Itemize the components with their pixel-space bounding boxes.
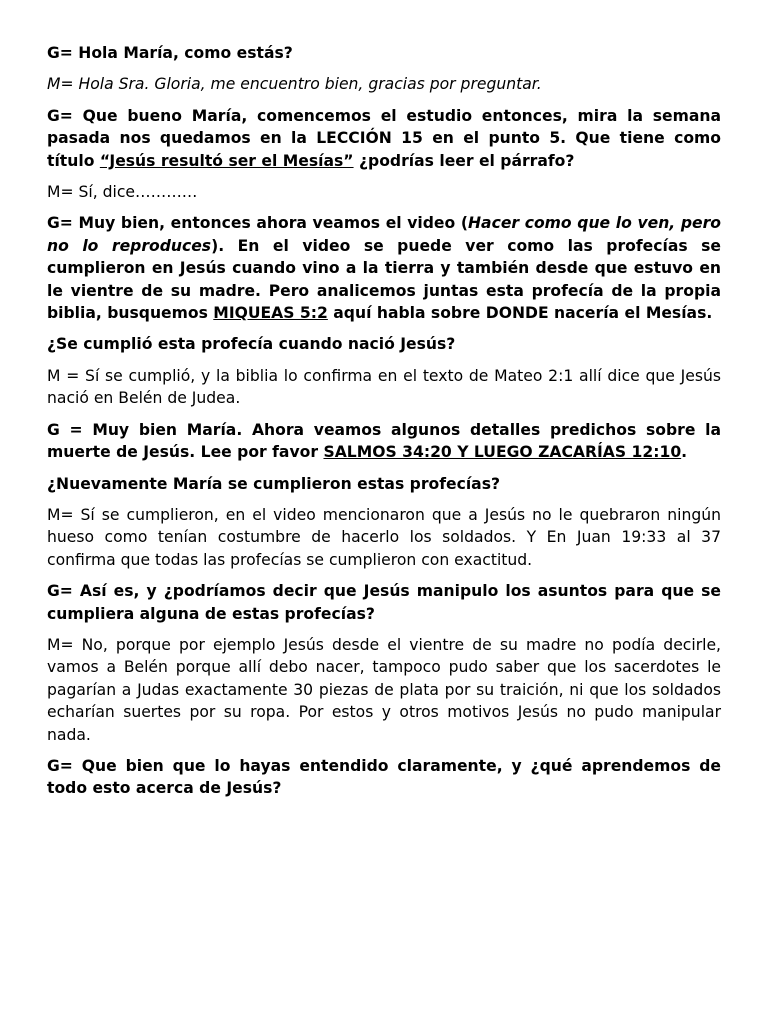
lesson-intro-paragraph [47, 105, 721, 172]
reply-maria-mateo: M = Sí se cumplió, y la biblia lo confirma en el texto de Mateo 2:1 allí dice que Jesús nació en Belén de Judea. [47, 366, 721, 408]
greeting-gloria: G= Hola María, como estás? [47, 44, 293, 62]
lesson-intro-text: G= Que bueno María, comencemos el estudio entonces, mira la semana pasada nos quedamos en la LECCIÓN 15 en el punto 5. Que tiene como título [47, 106, 721, 170]
reply-maria-manipulation: M= No, porque por ejemplo Jesús desde el vientre de su madre no podía decirle, vamos a Belén porque allí debo nacer, tampoco pudo saber que los sacerdotes le pagarían a Judas exactamente 30 piezas de plata por su traición, ni que los soldados echarían suertes por su ropa. Por estos y otros motivos Jesús no pudo manipular nada. [47, 635, 721, 744]
video-paragraph [47, 212, 721, 324]
death-details-text: G = Muy bien María. Ahora veamos algunos detalles predichos sobre la muerte de Jesús. Lee por favor [47, 420, 721, 462]
death-details-end: . [681, 443, 688, 462]
video-text-middle: ). En el video se puede ver como las profecías se cumplieron en Jesús cuando vino a la tierra y también desde que estuvo en le vientre de su madre. Pero analicemos juntas esta profecía de la propia biblia, busquemos [47, 236, 721, 323]
salmos-zacarias-reference: SALMOS 34:20 Y LUEGO ZACARÍAS 12:10 [323, 443, 682, 462]
document-page [47, 42, 721, 809]
reply-maria-juan: M= Sí se cumplieron, en el video mencionaron que a Jesús no le quebraron ningún hueso como tenían costumbre de hacerlo los soldados. Y En Juan 19:33 al 37 confirma que todas las profecías se cumplieron con exactitud. [47, 505, 721, 569]
reply-maria-reading: M= Sí, dice………… [47, 183, 198, 202]
question-prophecies-again: ¿Nuevamente María se cumplieron estas profecías? [47, 474, 501, 493]
question-prophecy-fulfilled: ¿Se cumplió esta profecía cuando nació Jesús? [47, 335, 456, 354]
miqueas-reference: MIQUEAS 5:2 [213, 304, 328, 323]
video-text-end: aquí habla sobre DONDE nacería el Mesías. [327, 304, 713, 323]
video-instruction: Hacer como que lo ven, pero no lo reproduces [47, 214, 722, 255]
closing-question: G= Que bien que lo hayas entendido claramente, y ¿qué aprendemos de todo esto acerca de Jesús? [47, 756, 721, 798]
question-manipulation: G= Así es, y ¿podríamos decir que Jesús manipulo los asuntos para que se cumpliera alguna de estas profecías? [47, 582, 721, 623]
lesson-title-link: “Jesús resultó ser el Mesías” [99, 151, 354, 170]
video-text-start: G= Muy bien, entonces ahora veamos el video ( [47, 214, 468, 233]
death-details-paragraph [47, 419, 721, 464]
reply-maria-greeting: M= Hola Sra. Gloria, me encuentro bien, gracias por preguntar. [47, 75, 542, 94]
lesson-intro-question: ¿podrías leer el párrafo? [353, 151, 575, 170]
